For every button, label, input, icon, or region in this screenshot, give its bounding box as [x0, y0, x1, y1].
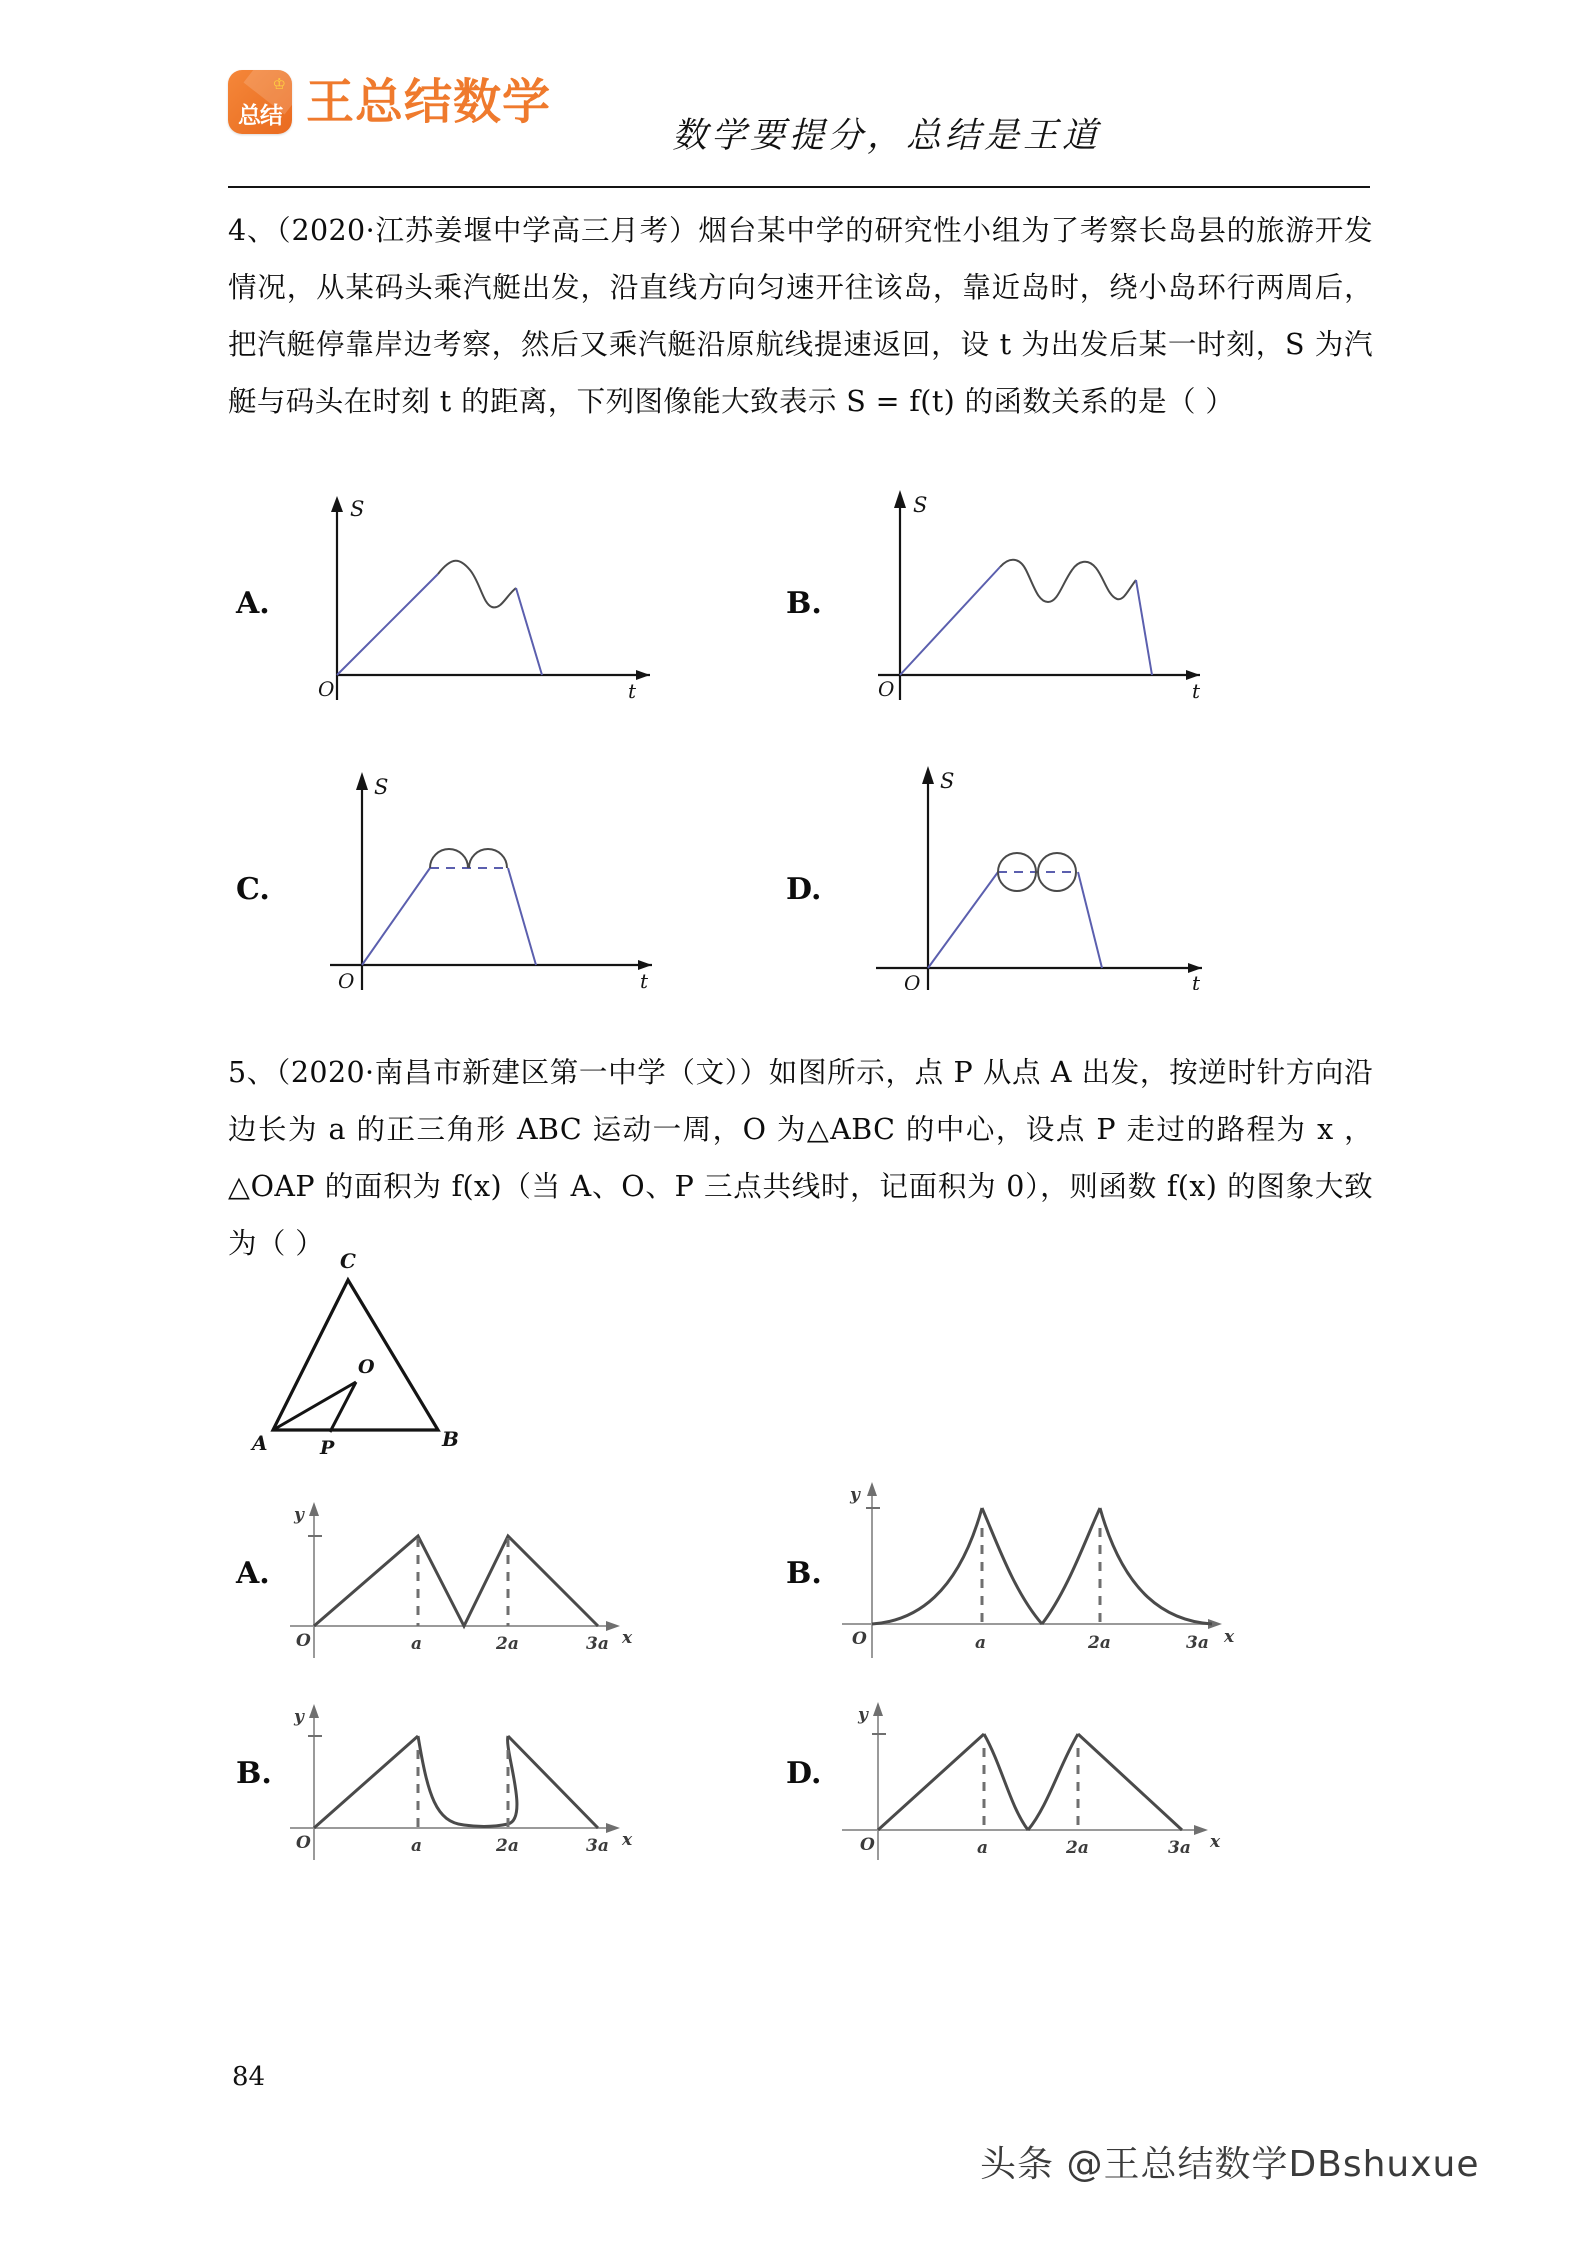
watermark: 头条 @王总结数学DBshuxue	[980, 2144, 1480, 2185]
q5-option-b-label: B.	[786, 1556, 822, 1591]
q4-c-x-axis-label: t	[640, 969, 649, 990]
q5-triangle-diagram	[248, 1232, 568, 1462]
q4-option-a-label: A.	[236, 586, 270, 621]
q5-b1-tick-a: a	[975, 1633, 987, 1653]
logo-badge-text: 总结	[238, 103, 282, 129]
q5-a-tick-2a: 2a	[496, 1634, 519, 1654]
q5-option-b-figure	[820, 1466, 1240, 1661]
logo-badge-icon	[228, 70, 292, 134]
header-tagline: 数学要提分，总结是王道	[672, 116, 1102, 156]
page-number: 84	[232, 2062, 266, 2092]
header-divider	[228, 186, 1370, 188]
q4-c-origin-label: O	[338, 969, 355, 990]
q5-option-b2-figure	[268, 1688, 638, 1863]
vertex-b-label: B	[442, 1427, 459, 1451]
q5-b1-tick-3a: 3a	[1186, 1633, 1209, 1653]
q5-b2-y-axis-label: y	[294, 1707, 304, 1727]
vertex-c-label: C	[340, 1249, 356, 1273]
q5-a-x-axis-label: x	[622, 1628, 633, 1648]
q4-option-a-figure	[270, 470, 670, 700]
q5-a-tick-3a: 3a	[586, 1634, 609, 1654]
q5-option-a-figure	[268, 1486, 638, 1661]
crown-icon: ♔	[272, 77, 286, 93]
q4-d-x-axis-label: t	[1192, 971, 1201, 990]
center-o-label: O	[358, 1356, 375, 1378]
q4-d-y-axis-label: S	[940, 769, 955, 793]
q5-b2-x-axis-label: x	[622, 1830, 633, 1850]
vertex-a-label: A	[252, 1431, 268, 1455]
q5-d-tick-a: a	[977, 1838, 989, 1858]
q5-option-d-figure	[820, 1688, 1240, 1863]
q4-option-d-label: D.	[786, 872, 822, 907]
question-5-text: 5、（2020·南昌市新建区第一中学（文））如图所示，点 P 从点 A 出发，按逆时针方向沿边长为 a 的正三角形 ABC 运动一周，O 为△ABC 的中心，设点 P 走过的路程为 x ，△OAP 的面积为 f(x)（当 A、O、P 三点共线时，记面积为 0），则函数 f(x) 的图象大致为（ ）	[228, 1056, 1373, 1260]
q4-c-y-axis-label: S	[374, 775, 389, 799]
q5-d-origin-label: O	[860, 1835, 875, 1855]
q5-d-y-axis-label: y	[858, 1705, 868, 1725]
q5-a-y-axis-label: y	[294, 1505, 304, 1525]
q5-d-x-axis-label: x	[1210, 1832, 1221, 1852]
q4-option-c-figure	[270, 750, 670, 990]
q5-b1-origin-label: O	[852, 1629, 867, 1649]
q5-b1-y-axis-label: y	[850, 1485, 860, 1505]
q4-a-y-axis-label: S	[350, 497, 365, 521]
point-p-label: P	[320, 1437, 335, 1459]
q4-b-x-axis-label: t	[1192, 679, 1201, 700]
q5-b2-origin-label: O	[296, 1833, 311, 1853]
brand-name: 王总结数学	[306, 74, 552, 130]
q4-option-c-label: C.	[236, 872, 270, 907]
q5-b2-tick-2a: 2a	[496, 1836, 519, 1856]
q5-b2-tick-a: a	[411, 1836, 423, 1856]
question-4-text: 4、（2020·江苏姜堰中学高三月考）烟台某中学的研究性小组为了考察长岛县的旅游开发情况，从某码头乘汽艇出发，沿直线方向匀速开往该岛，靠近岛时，绕小岛环行两周后，把汽艇停靠岸边考察，然后又乘汽艇沿原航线提速返回，设 t 为出发后某一时刻，S 为汽艇与码头在时刻 t 的距离，下列图像能大致表示 S = f(t) 的函数关系的是（ ）	[228, 214, 1373, 418]
q5-a-tick-a: a	[411, 1634, 423, 1654]
q5-b1-x-axis-label: x	[1224, 1627, 1235, 1647]
q4-b-y-axis-label: S	[913, 493, 928, 517]
q5-option-d-label: D.	[786, 1756, 822, 1791]
q5-b1-tick-2a: 2a	[1088, 1633, 1111, 1653]
q4-option-b-figure	[820, 470, 1220, 700]
q5-option-a-label: A.	[236, 1556, 270, 1591]
q5-d-tick-2a: 2a	[1066, 1838, 1089, 1858]
q4-option-b-label: B.	[786, 586, 822, 621]
q4-a-x-axis-label: t	[628, 679, 637, 700]
q5-a-origin-label: O	[296, 1631, 311, 1651]
q4-option-d-figure	[820, 750, 1220, 990]
q5-b2-tick-3a: 3a	[586, 1836, 609, 1856]
q4-b-origin-label: O	[878, 677, 895, 700]
q4-d-origin-label: O	[904, 971, 921, 990]
q4-a-origin-label: O	[318, 677, 335, 700]
q5-d-tick-3a: 3a	[1168, 1838, 1191, 1858]
q5-option-b2-label: B.	[236, 1756, 272, 1791]
